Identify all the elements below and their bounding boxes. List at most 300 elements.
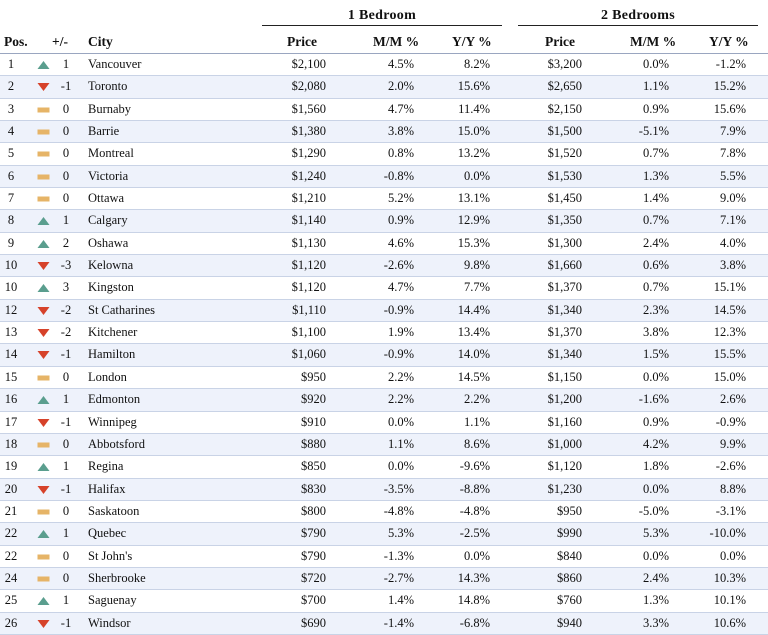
cell-city: Hamilton <box>88 347 136 362</box>
cell-yy-2br: 2.6% <box>719 392 746 407</box>
cell-yy-1br: 14.8% <box>457 593 490 608</box>
rank-down-icon <box>37 328 50 338</box>
cell-yy-1br: 8.2% <box>463 57 490 71</box>
cell-mm-2br: 1.3% <box>642 168 669 183</box>
rank-unchanged-icon <box>37 574 50 584</box>
rank-unchanged-icon <box>37 440 50 450</box>
cell-mm-2br: 5.3% <box>642 526 669 541</box>
cell-price-1br: $700 <box>301 593 326 608</box>
cell-yy-2br: 15.2% <box>713 79 746 94</box>
cell-price-2br: $1,340 <box>547 347 582 362</box>
rank-unchanged-icon <box>37 105 50 115</box>
cell-mm-1br: 1.1% <box>387 436 414 451</box>
table-row <box>0 143 768 165</box>
cell-price-1br: $1,120 <box>291 258 326 273</box>
cell-price-2br: $1,150 <box>547 369 582 384</box>
group-underline-1-bedroom <box>262 25 502 26</box>
rank-up-icon <box>37 462 50 472</box>
cell-yy-2br: 3.8% <box>719 258 746 273</box>
cell-price-2br: $950 <box>557 503 582 518</box>
cell-price-2br: $1,160 <box>547 414 582 429</box>
cell-price-1br: $920 <box>301 392 326 407</box>
table-row <box>0 613 768 635</box>
cell-pos: 20 <box>4 481 18 496</box>
cell-pos: 5 <box>7 146 15 161</box>
header-city: City <box>88 34 113 49</box>
cell-yy-2br: 0.0% <box>719 548 746 563</box>
cell-yy-2br: -3.1% <box>715 503 746 518</box>
table-body <box>0 54 768 635</box>
header-pos: Pos. <box>4 34 28 49</box>
cell-mm-2br: 2.4% <box>642 570 669 585</box>
cell-mm-2br: 0.6% <box>642 258 669 273</box>
cell-price-2br: $1,300 <box>547 235 582 250</box>
cell-mm-1br: 2.0% <box>387 79 414 94</box>
header-yy-1br: Y/Y % <box>452 34 492 49</box>
cell-city: Abbotsford <box>88 436 145 451</box>
cell-mm-1br: -0.8% <box>383 168 414 183</box>
table-row <box>0 121 768 143</box>
cell-city: Ottawa <box>88 191 125 206</box>
cell-price-2br: $1,370 <box>547 280 582 295</box>
cell-price-2br: $760 <box>557 593 582 608</box>
cell-yy-1br: -9.6% <box>459 459 490 474</box>
cell-price-1br: $1,380 <box>291 124 326 139</box>
cell-mm-1br: 0.0% <box>387 459 414 474</box>
cell-change: 0 <box>62 168 70 183</box>
cell-price-1br: $1,100 <box>291 325 326 340</box>
cell-city: Toronto <box>88 79 128 94</box>
cell-mm-1br: 5.2% <box>387 191 414 206</box>
cell-pos: 12 <box>4 302 18 317</box>
cell-city: St John's <box>88 548 133 563</box>
cell-mm-1br: 5.3% <box>387 526 414 541</box>
cell-pos: 2 <box>7 79 15 94</box>
cell-yy-1br: -8.8% <box>459 481 490 496</box>
cell-pos: 9 <box>7 235 15 250</box>
table-row <box>0 568 768 590</box>
cell-price-2br: $1,660 <box>547 258 582 273</box>
rank-up-icon <box>37 395 50 405</box>
cell-yy-2br: -1.2% <box>715 57 746 71</box>
rank-down-icon <box>37 306 50 316</box>
cell-yy-2br: 14.5% <box>713 302 746 317</box>
cell-mm-2br: 3.3% <box>642 615 669 630</box>
cell-mm-1br: -1.3% <box>383 548 414 563</box>
cell-mm-1br: 4.7% <box>387 101 414 116</box>
cell-price-2br: $940 <box>557 615 582 630</box>
cell-mm-1br: 0.0% <box>387 414 414 429</box>
cell-change: 0 <box>62 503 70 518</box>
cell-pos: 1 <box>7 57 15 71</box>
cell-mm-2br: 1.4% <box>642 191 669 206</box>
cell-city: Saguenay <box>88 593 137 608</box>
cell-pos: 25 <box>4 593 18 608</box>
cell-mm-2br: -5.0% <box>638 503 669 518</box>
cell-yy-1br: 13.4% <box>457 325 490 340</box>
cell-city: Kelowna <box>88 258 134 273</box>
cell-pos: 18 <box>4 436 18 451</box>
cell-price-1br: $790 <box>301 548 326 563</box>
rank-up-icon <box>37 60 50 70</box>
cell-mm-1br: -4.8% <box>383 503 414 518</box>
cell-pos: 6 <box>7 168 15 183</box>
rank-down-icon <box>37 619 50 629</box>
cell-yy-1br: 14.3% <box>457 570 490 585</box>
table-row <box>0 546 768 568</box>
cell-price-2br: $840 <box>557 548 582 563</box>
rank-up-icon <box>37 529 50 539</box>
cell-pos: 19 <box>4 459 18 474</box>
header-mm-1br: M/M % <box>373 34 420 49</box>
cell-price-1br: $850 <box>301 459 326 474</box>
cell-yy-2br: 5.5% <box>719 168 746 183</box>
cell-yy-2br: 4.0% <box>719 235 746 250</box>
cell-yy-2br: 9.0% <box>719 191 746 206</box>
cell-yy-1br: 14.5% <box>457 369 490 384</box>
cell-mm-1br: 4.5% <box>387 57 414 71</box>
cell-city: Winnipeg <box>88 414 137 429</box>
cell-price-2br: $1,120 <box>547 459 582 474</box>
cell-yy-2br: 7.8% <box>719 146 746 161</box>
cell-change: -1 <box>60 79 72 94</box>
cell-yy-1br: 1.1% <box>463 414 490 429</box>
cell-price-1br: $720 <box>301 570 326 585</box>
cell-change: 1 <box>62 57 70 71</box>
cell-yy-1br: 13.2% <box>457 146 490 161</box>
cell-mm-2br: 1.5% <box>642 347 669 362</box>
cell-mm-2br: 0.9% <box>642 101 669 116</box>
cell-mm-2br: 0.7% <box>642 213 669 228</box>
cell-price-2br: $1,000 <box>547 436 582 451</box>
rank-down-icon <box>37 418 50 428</box>
cell-yy-1br: 0.0% <box>463 548 490 563</box>
cell-yy-1br: -2.5% <box>459 526 490 541</box>
rank-unchanged-icon <box>37 194 50 204</box>
cell-pos: 21 <box>4 503 18 518</box>
cell-city: Kingston <box>88 280 134 295</box>
cell-yy-1br: 7.7% <box>463 280 490 295</box>
cell-mm-2br: 0.9% <box>642 414 669 429</box>
cell-yy-1br: -6.8% <box>459 615 490 630</box>
cell-price-1br: $790 <box>301 526 326 541</box>
cell-mm-1br: 1.4% <box>387 593 414 608</box>
cell-city: Victoria <box>88 168 129 183</box>
rank-up-icon <box>37 216 50 226</box>
cell-price-2br: $1,530 <box>547 168 582 183</box>
cell-mm-2br: 0.0% <box>642 548 669 563</box>
rank-up-icon <box>37 283 50 293</box>
cell-mm-2br: 0.0% <box>642 57 669 71</box>
cell-price-2br: $1,230 <box>547 481 582 496</box>
table-row <box>0 523 768 545</box>
cell-price-1br: $1,240 <box>291 168 326 183</box>
cell-mm-2br: 1.3% <box>642 593 669 608</box>
cell-city: Barrie <box>88 124 120 139</box>
cell-yy-1br: 2.2% <box>463 392 490 407</box>
table-row <box>0 501 768 523</box>
rank-down-icon <box>37 261 50 271</box>
cell-yy-2br: 10.3% <box>713 570 746 585</box>
cell-price-1br: $800 <box>301 503 326 518</box>
cell-mm-2br: -1.6% <box>638 392 669 407</box>
cell-yy-1br: 0.0% <box>463 168 490 183</box>
table-row <box>0 166 768 188</box>
table-row <box>0 367 768 389</box>
rank-up-icon <box>37 596 50 606</box>
cell-price-2br: $3,200 <box>547 57 582 71</box>
cell-mm-2br: 4.2% <box>642 436 669 451</box>
cell-mm-1br: 4.7% <box>387 280 414 295</box>
column-header-row <box>0 31 768 53</box>
cell-mm-1br: 3.8% <box>387 124 414 139</box>
cell-yy-1br: 14.0% <box>457 347 490 362</box>
cell-pos: 16 <box>4 392 18 407</box>
cell-price-2br: $1,500 <box>547 124 582 139</box>
table-row <box>0 255 768 277</box>
cell-price-1br: $1,140 <box>291 213 326 228</box>
header-mm-2br: M/M % <box>630 34 677 49</box>
table-row <box>0 188 768 210</box>
cell-price-2br: $1,520 <box>547 146 582 161</box>
cell-price-1br: $880 <box>301 436 326 451</box>
cell-pos: 7 <box>7 191 15 206</box>
cell-pos: 13 <box>4 325 18 340</box>
group-header-1-bedroom: 1 Bedroom <box>347 8 417 23</box>
rank-down-icon <box>37 485 50 495</box>
cell-pos: 22 <box>4 548 18 563</box>
cell-city: Burnaby <box>88 101 132 116</box>
cell-mm-2br: 1.8% <box>642 459 669 474</box>
cell-mm-1br: -3.5% <box>383 481 414 496</box>
cell-price-2br: $990 <box>557 526 582 541</box>
cell-price-1br: $690 <box>301 615 326 630</box>
table-row <box>0 233 768 255</box>
table-row <box>0 300 768 322</box>
cell-pos: 10 <box>4 280 18 295</box>
table-row <box>0 99 768 121</box>
cell-price-2br: $2,650 <box>547 79 582 94</box>
cell-price-1br: $1,120 <box>291 280 326 295</box>
cell-change: 0 <box>62 436 70 451</box>
cell-yy-2br: -0.9% <box>715 414 746 429</box>
cell-pos: 22 <box>4 526 18 541</box>
cell-change: 0 <box>62 570 70 585</box>
table-row <box>0 210 768 232</box>
cell-mm-2br: 3.8% <box>642 325 669 340</box>
cell-price-1br: $1,130 <box>291 235 326 250</box>
rank-unchanged-icon <box>37 507 50 517</box>
cell-mm-1br: -1.4% <box>383 615 414 630</box>
cell-yy-2br: 7.1% <box>719 213 746 228</box>
cell-price-1br: $1,210 <box>291 191 326 206</box>
rank-unchanged-icon <box>37 172 50 182</box>
cell-mm-1br: 2.2% <box>387 369 414 384</box>
cell-yy-2br: 8.8% <box>719 481 746 496</box>
cell-change: 1 <box>62 213 70 228</box>
cell-yy-1br: 11.4% <box>458 101 490 116</box>
cell-change: -1 <box>60 481 72 496</box>
cell-yy-2br: 12.3% <box>713 325 746 340</box>
cell-city: Oshawa <box>88 235 129 250</box>
cell-city: Halifax <box>88 481 126 496</box>
cell-mm-2br: 1.1% <box>642 79 669 94</box>
header-yy-2br: Y/Y % <box>709 34 749 49</box>
cell-price-1br: $2,100 <box>291 57 326 71</box>
cell-city: Montreal <box>88 146 134 161</box>
cell-price-2br: $2,150 <box>547 101 582 116</box>
cell-mm-1br: 0.9% <box>387 213 414 228</box>
cell-pos: 15 <box>4 369 18 384</box>
table-row <box>0 54 768 76</box>
cell-yy-1br: 15.0% <box>457 124 490 139</box>
cell-pos: 4 <box>7 124 15 139</box>
cell-change: 2 <box>62 235 70 250</box>
table-row <box>0 322 768 344</box>
cell-change: 0 <box>62 101 70 116</box>
cell-yy-2br: 15.0% <box>713 369 746 384</box>
cell-yy-1br: 9.8% <box>463 258 490 273</box>
cell-yy-1br: 15.6% <box>457 79 490 94</box>
cell-price-2br: $1,370 <box>547 325 582 340</box>
cell-city: London <box>88 369 127 384</box>
cell-mm-2br: 2.3% <box>642 302 669 317</box>
cell-price-1br: $1,110 <box>292 302 326 317</box>
cell-change: 1 <box>62 593 70 608</box>
cell-mm-1br: -0.9% <box>383 347 414 362</box>
cell-yy-2br: 10.1% <box>713 593 746 608</box>
table-row <box>0 277 768 299</box>
cell-change: 3 <box>62 280 70 295</box>
cell-price-1br: $1,560 <box>291 101 326 116</box>
rank-unchanged-icon <box>37 127 50 137</box>
cell-mm-1br: -2.7% <box>383 570 414 585</box>
cell-change: 0 <box>62 548 70 563</box>
table-row <box>0 434 768 456</box>
header-price-1br: Price <box>287 34 317 49</box>
table-row <box>0 412 768 434</box>
table-row <box>0 590 768 612</box>
cell-change: 0 <box>62 146 70 161</box>
rank-unchanged-icon <box>37 373 50 383</box>
cell-yy-2br: 10.6% <box>713 615 746 630</box>
cell-pos: 14 <box>4 347 18 362</box>
cell-yy-2br: 15.1% <box>713 280 746 295</box>
cell-city: Kitchener <box>88 325 138 340</box>
cell-mm-1br: 1.9% <box>387 325 414 340</box>
cell-yy-2br: 9.9% <box>719 436 746 451</box>
cell-price-1br: $1,290 <box>291 146 326 161</box>
cell-yy-1br: 12.9% <box>457 213 490 228</box>
header-price-2br: Price <box>545 34 575 49</box>
cell-city: Saskatoon <box>88 503 140 518</box>
table-row <box>0 76 768 98</box>
rank-down-icon <box>37 82 50 92</box>
cell-change: 0 <box>62 191 70 206</box>
cell-yy-2br: -10.0% <box>709 526 746 541</box>
cell-city: Quebec <box>88 526 127 541</box>
cell-city: St Catharines <box>88 302 156 317</box>
cell-city: Calgary <box>88 213 128 228</box>
header-change: +/- <box>52 34 68 49</box>
cell-mm-1br: -2.6% <box>383 258 414 273</box>
cell-change: 1 <box>62 526 70 541</box>
rank-down-icon <box>37 350 50 360</box>
cell-pos: 8 <box>7 213 15 228</box>
group-underline-2-bedrooms <box>518 25 758 26</box>
cell-mm-1br: 2.2% <box>387 392 414 407</box>
cell-city: Vancouver <box>88 57 142 71</box>
cell-pos: 10 <box>4 258 18 273</box>
cell-pos: 17 <box>4 414 18 429</box>
cell-change: -3 <box>60 258 72 273</box>
cell-yy-2br: 15.5% <box>713 347 746 362</box>
cell-price-1br: $910 <box>301 414 326 429</box>
cell-change: -2 <box>60 302 72 317</box>
cell-mm-1br: -0.9% <box>383 302 414 317</box>
cell-change: 0 <box>62 369 70 384</box>
cell-mm-2br: 0.7% <box>642 280 669 295</box>
table-row <box>0 344 768 366</box>
cell-yy-2br: -2.6% <box>715 459 746 474</box>
cell-change: 1 <box>62 459 70 474</box>
cell-yy-1br: -4.8% <box>459 503 490 518</box>
cell-change: -1 <box>60 615 72 630</box>
cell-mm-1br: 4.6% <box>387 235 414 250</box>
cell-change: 0 <box>62 124 70 139</box>
cell-mm-2br: 0.0% <box>642 369 669 384</box>
cell-mm-2br: 0.0% <box>642 481 669 496</box>
rank-unchanged-icon <box>37 552 50 562</box>
cell-pos: 3 <box>7 101 15 116</box>
cell-yy-1br: 14.4% <box>457 302 490 317</box>
cell-city: Sherbrooke <box>88 570 146 585</box>
rank-unchanged-icon <box>37 149 50 159</box>
cell-yy-1br: 13.1% <box>457 191 490 206</box>
cell-mm-2br: 2.4% <box>642 235 669 250</box>
cell-change: -1 <box>60 347 72 362</box>
cell-change: -1 <box>60 414 72 429</box>
cell-change: 1 <box>62 392 70 407</box>
cell-yy-1br: 8.6% <box>463 436 490 451</box>
cell-price-1br: $830 <box>301 481 326 496</box>
cell-pos: 24 <box>4 570 18 585</box>
rank-up-icon <box>37 239 50 249</box>
cell-price-1br: $2,080 <box>291 79 326 94</box>
cell-price-2br: $1,350 <box>547 213 582 228</box>
cell-mm-1br: 0.8% <box>387 146 414 161</box>
table-row <box>0 479 768 501</box>
cell-change: -2 <box>60 325 72 340</box>
cell-city: Windsor <box>88 615 131 630</box>
cell-price-2br: $1,200 <box>547 392 582 407</box>
cell-city: Regina <box>88 459 124 474</box>
cell-yy-1br: 15.3% <box>457 235 490 250</box>
cell-mm-2br: -5.1% <box>638 124 669 139</box>
table-row <box>0 389 768 411</box>
cell-city: Edmonton <box>88 392 141 407</box>
group-header-2-bedrooms: 2 Bedrooms <box>601 8 675 23</box>
cell-yy-2br: 7.9% <box>719 124 746 139</box>
cell-price-2br: $860 <box>557 570 582 585</box>
cell-price-2br: $1,340 <box>547 302 582 317</box>
table-row <box>0 456 768 478</box>
cell-price-1br: $950 <box>301 369 326 384</box>
cell-price-2br: $1,450 <box>547 191 582 206</box>
cell-pos: 26 <box>4 615 18 630</box>
cell-price-1br: $1,060 <box>291 347 326 362</box>
cell-mm-2br: 0.7% <box>642 146 669 161</box>
